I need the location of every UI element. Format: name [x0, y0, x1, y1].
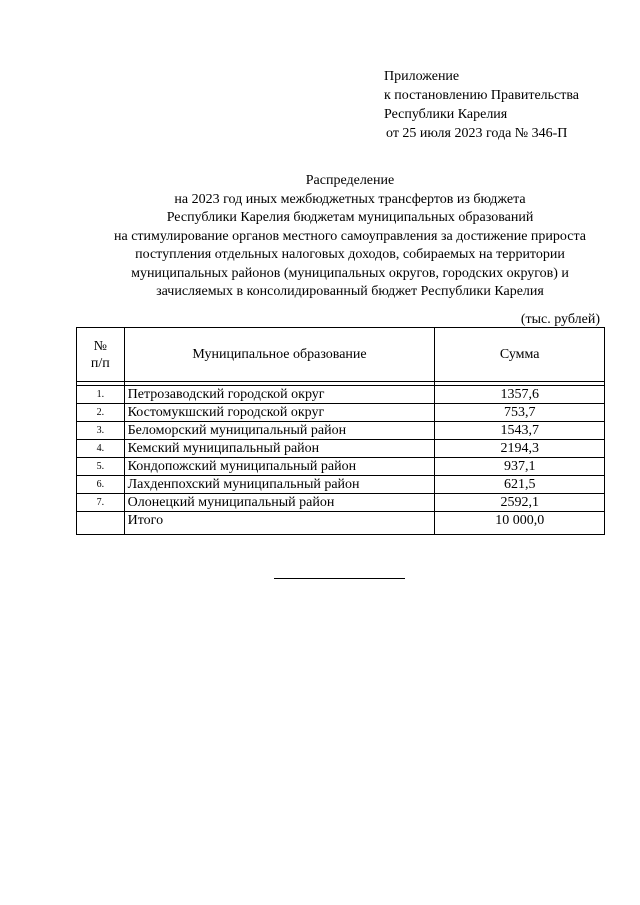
table-row: [77, 494, 605, 512]
row-sum: 2194,3: [435, 440, 605, 458]
appendix-line-1: Приложение: [384, 69, 460, 84]
title-line-6: муниципальных районов (муниципальных округов, городских округов) и: [131, 265, 569, 281]
row-sum: 937,1: [435, 458, 605, 476]
table-total-row: [77, 512, 605, 535]
appendix-line-2: к постановлению Правительства: [384, 88, 580, 103]
table-row: [77, 404, 605, 422]
appendix-line-3: Республики Карелия: [384, 107, 508, 122]
table-row: [77, 458, 605, 476]
title-line-2: на 2023 год иных межбюджетных трансфертов из бюджета: [174, 191, 526, 207]
header-number: [77, 328, 125, 382]
row-sum: 1357,6: [435, 386, 605, 404]
row-number: 2.: [77, 404, 125, 422]
row-number: 4.: [77, 440, 125, 458]
row-municipality: Петрозаводский городской округ: [124, 386, 435, 404]
row-number: 6.: [77, 476, 125, 494]
table-row: [77, 386, 605, 404]
row-sum: 1543,7: [435, 422, 605, 440]
header-sum: Сумма: [435, 328, 605, 382]
row-municipality: Костомукшский городской округ: [124, 404, 435, 422]
units-label: (тыс. рублей): [520, 312, 600, 327]
total-label: Итого: [124, 512, 435, 535]
closing-divider-line: [274, 578, 405, 579]
title-line-7: зачисляемых в консолидированный бюджет Республики Карелия: [156, 284, 544, 299]
table-header-row: [77, 328, 605, 382]
row-municipality: Беломорский муниципальный район: [124, 422, 435, 440]
header-number-line-1: №: [93, 338, 107, 354]
row-number: 7.: [77, 494, 125, 512]
table-row: [77, 422, 605, 440]
row-municipality: Лахденпохский муниципальный район: [124, 476, 435, 494]
table-row: [77, 476, 605, 494]
header-number-line-2: п/п: [90, 355, 110, 371]
title-line-1: Распределение: [305, 173, 395, 188]
document-title: [40, 172, 640, 302]
header-municipality: Муниципальное образование: [124, 328, 435, 382]
row-sum: 753,7: [435, 404, 605, 422]
appendix-header: [384, 67, 579, 143]
distribution-table: [76, 327, 605, 535]
row-municipality: Кемский муниципальный район: [124, 440, 435, 458]
row-number: 5.: [77, 458, 125, 476]
title-line-3: Республики Карелия бюджетам муниципальных образований: [166, 210, 534, 225]
appendix-line-4: от 25 июля 2023 года № 346-П: [386, 126, 568, 141]
row-municipality: Кондопожский муниципальный район: [124, 458, 435, 476]
total-sum: 10 000,0: [435, 512, 605, 535]
row-number: 3.: [77, 422, 125, 440]
table-row: [77, 440, 605, 458]
row-sum: 621,5: [435, 476, 605, 494]
title-line-4: на стимулирование органов местного самоуправления за достижение прироста: [114, 228, 586, 244]
row-municipality: Олонецкий муниципальный район: [124, 494, 435, 512]
title-line-5: поступления отдельных налоговых доходов, собираемых на территории: [135, 247, 565, 262]
row-number: 1.: [77, 386, 125, 404]
row-sum: 2592,1: [435, 494, 605, 512]
total-number: [77, 512, 125, 535]
